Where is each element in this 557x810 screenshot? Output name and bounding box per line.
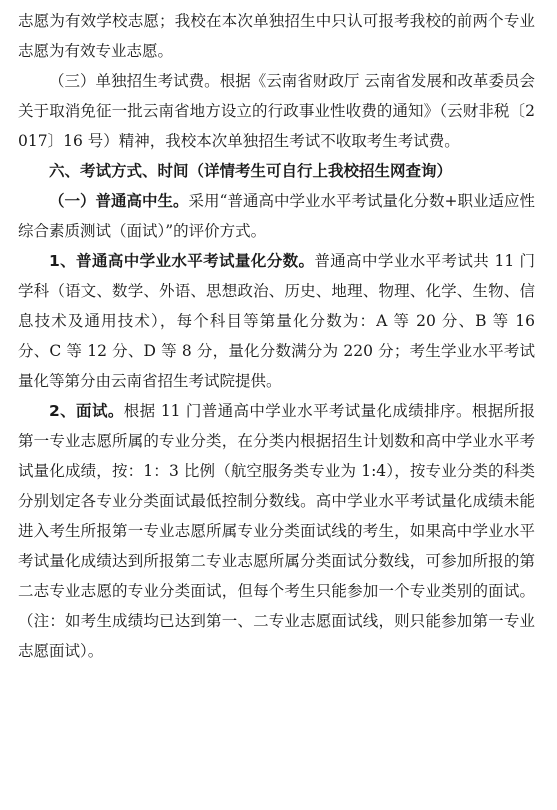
paragraph-academic-score [18,246,535,396]
section-heading-exam-method [18,156,535,186]
paragraph-text: （三）单独招生考试费。根据《云南省财政厅 云南省发展和改革委员会关于取消免征一批云南省地方设立的行政事业性收费的通知》（云财非税〔2017〕16 号）精神，我校本次单独招生考试不收取考生考试费。 [18,72,535,150]
paragraph-text: 根据 11 门普通高中学业水平考试量化成绩排序。根据所报第一专业志愿所属的专业分类，在分类内根据招生计划数和高中学业水平考试量化成绩，按：1：3 比例（航空服务类专业为 1:4），按专业分类的科类分别划定各专业分类面试最低控制分数线。高中学业水平考试量化成绩未能进入考生所报第一专业志愿所属专业分类面试线的考生，如果高中学业水平考试量化成绩达到所报第二专业志愿所属分类面试分数线，可参加所报的第二志专业志愿的专业分类面试，但每个考生只能参加一个专业类别的面试。（注：如考生成绩均已达到第一、二专业志愿面试线，则只能参加第一专业志愿面试）。 [18,402,535,660]
paragraph-text: 普通高中学业水平考试共 11 门学科（语文、数学、外语、思想政治、历史、地理、物理、化学、生物、信息技术及通用技术），每个科目等第量化分数为：A 等 20 分、B 等 16 分、C 等 12 分、D 等 8 分，量化分数满分为 220 分；考生学业水平考试量化等第分由云南省招生考试院提供。 [18,252,535,390]
paragraph-volunteer-rule [18,6,535,66]
paragraph-exam-fee [18,66,535,156]
paragraph-lead: 1、普通高中学业水平考试量化分数。 [49,252,315,270]
section-heading-text: 六、考试方式、时间（详情考生可自行上我校招生网查询） [49,162,453,180]
paragraph-high-school-students [18,186,535,246]
paragraph-lead: 2、面试。 [49,402,124,420]
paragraph-lead: （一）普通高中生。 [49,192,189,210]
paragraph-interview [18,396,535,666]
paragraph-text: 采用“普通高中学业水平考试量化分数+职业适应性综合素质测试（面试）”的评价方式。 [18,192,535,240]
paragraph-text: 志愿为有效学校志愿；我校在本次单独招生中只认可报考我校的前两个专业志愿为有效专业志愿。 [18,12,535,60]
